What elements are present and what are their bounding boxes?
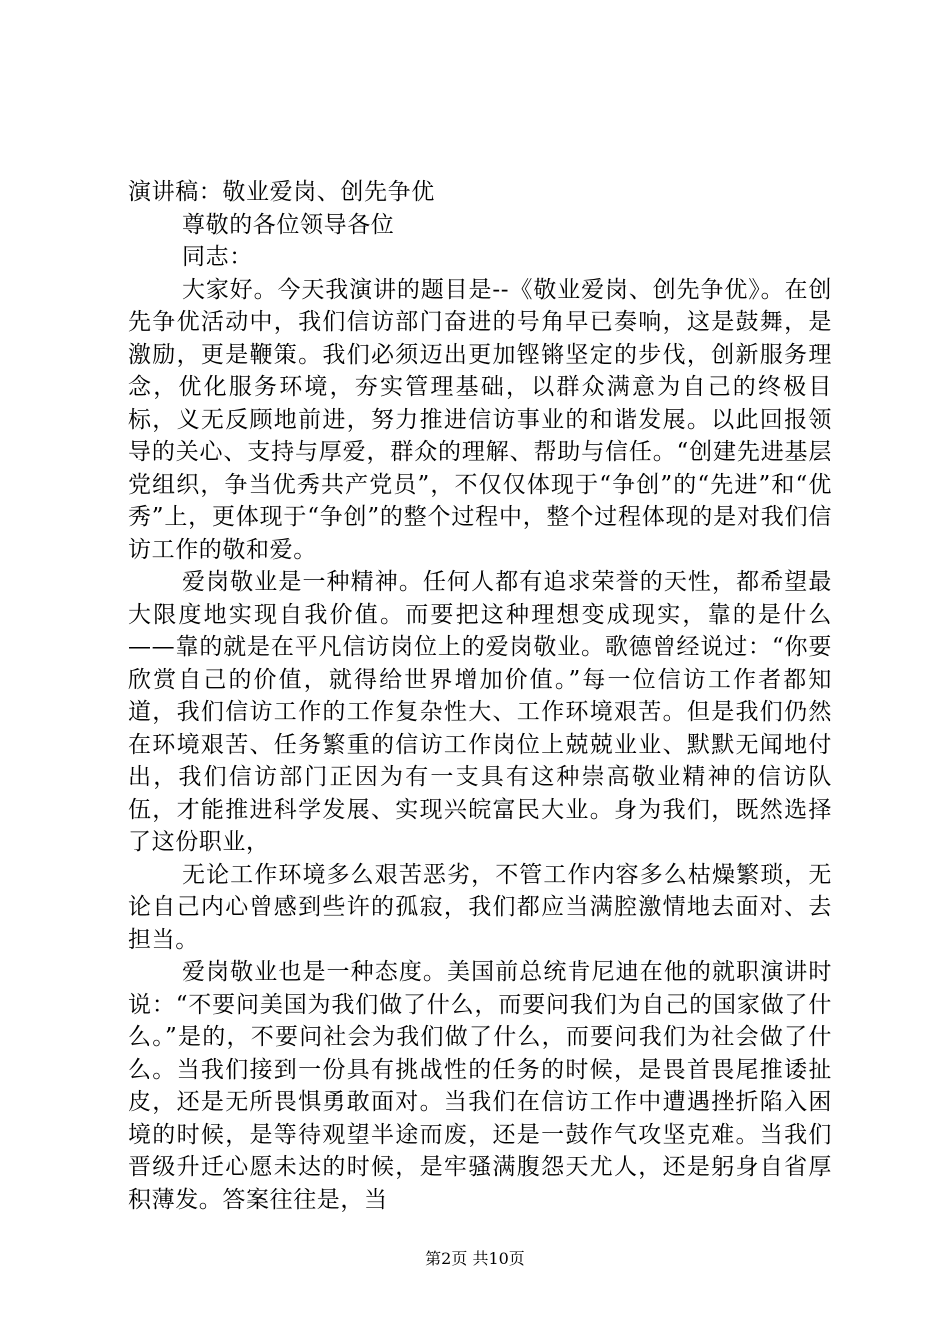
salutation-line-1: 尊敬的各位领导各位 <box>182 211 395 238</box>
paragraph: 大家好。今天我演讲的题目是--《敬业爱岗、创先争优》。在创先争优活动中，我们信访部门奋进的号角早已奏响，这是鼓舞，是激励，更是鞭策。我们必须迈出更加铿锵坚定的步伐，创新服务理念，优化服务环境，夯实管理基础，以群众满意为自己的终极目标，义无反顾地前进，努力推进信访事业的和谐发展。以此回报领导的关心、支持与厚爱，群众的理解、帮助与信任。“创建先进基层党组织，争当优秀共产党员”，不仅仅体现于“争创”的“先进”和“优秀”上，更体现于“争创”的整个过程中，整个过程体现的是对我们信访工作的敬和爱。 <box>128 276 832 563</box>
document-title: 演讲稿：敬业爱岗、创先争优 <box>128 179 435 205</box>
document-body <box>128 176 832 1216</box>
page-number: 第2页 共10页 <box>425 1249 525 1268</box>
paragraph: 爱岗敬业也是一种态度。美国前总统肯尼迪在他的就职演讲时说：“不要问美国为我们做了什么，而要问我们为自己的国家做了什么。”是的，不要问社会为我们做了什么，而要问我们为社会做了什么。当我们接到一份具有挑战性的任务的时候，是畏首畏尾推诿扯皮，还是无所畏惧勇敢面对。当我们在信访工作中遭遇挫折陷入困境的时候，是等待观望半途而废，还是一鼓作气攻坚克难。当我们晋级升迁心愿未达的时候，是牢骚满腹怨天尤人，还是躬身自省厚积薄发。答案往往是，当 <box>128 959 832 1213</box>
paragraph: 无论工作环境多么艰苦恶劣，不管工作内容多么枯燥繁琐，无论自己内心曾感到些许的孤寂，我们都应当满腔激情地去面对、去担当。 <box>128 861 832 953</box>
page-footer <box>0 1246 950 1269</box>
paragraph: 爱岗敬业是一种精神。任何人都有追求荣誉的天性，都希望最大限度地实现自我价值。而要把这种理想变成现实，靠的是什么——靠的就是在平凡信访岗位上的爱岗敬业。歌德曾经说过：“你要欣赏自己的价值，就得给世界增加价值。”每一位信访工作者都知道，我们信访工作的工作复杂性大、工作环境艰苦。但是我们仍然在环境艰苦、任务繁重的信访工作岗位上兢兢业业、默默无闻地付出，我们信访部门正因为有一支具有这种崇高敬业精神的信访队伍，才能推进科学发展、实现兴皖富民大业。身为我们，既然选择了这份职业， <box>128 569 832 855</box>
salutation-line-2: 同志： <box>182 244 253 270</box>
